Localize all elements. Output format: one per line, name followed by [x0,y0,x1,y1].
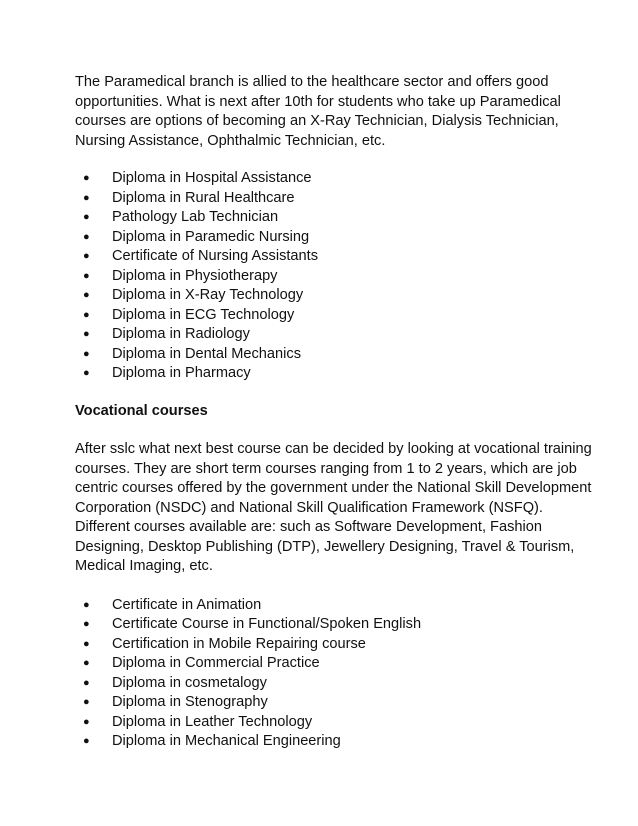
list-item: ● Diploma in Mechanical Engineering [75,732,598,752]
vocational-heading: Vocational courses [75,402,208,419]
list-item: ● Diploma in Pharmacy [75,364,598,384]
list-item: ● Diploma in ECG Technology [75,306,598,326]
vocational-intro-paragraph: After sslc what next best course can be decided by looking at vocational training courses. They are short term courses ranging from 1 to 2 years, which are job centric courses offered by the government under the National Skill Development Corporation (NSDC) and National Skill Qualification Framework (NSFQ). Different courses available are: such as Software Development, Fashion Designing, Desktop Publishing (DTP), Jewellery Designing, Travel & Tourism, Medical Imaging, etc. [75,441,592,574]
list-item: ● Pathology Lab Technician [75,208,598,228]
list-item: ● Diploma in Leather Technology [75,713,598,733]
list-item: ● Certificate Course in Functional/Spoken English [75,615,598,635]
paramedical-course-list [75,169,598,384]
paramedical-intro-paragraph: The Paramedical branch is allied to the healthcare sector and offers good opportunities. What is next after 10th for students who take up Paramedical courses are options of becoming an X-Ray Technician, Dialysis Technician, Nursing Assistance, Ophthalmic Technician, etc. [75,74,561,149]
list-item: ● Certification in Mobile Repairing course [75,635,598,655]
vocational-course-list [75,596,598,752]
list-item: ● Diploma in Physiotherapy [75,267,598,287]
list-item: ● Diploma in Hospital Assistance [75,169,598,189]
list-item: ● Diploma in Radiology [75,325,598,345]
list-item: ● Diploma in Dental Mechanics [75,345,598,365]
list-item: ● Certificate of Nursing Assistants [75,247,598,267]
list-item: ● Diploma in cosmetalogy [75,674,598,694]
list-item: ● Diploma in Commercial Practice [75,654,598,674]
list-item: ● Diploma in Stenography [75,693,598,713]
list-item: ● Diploma in Rural Healthcare [75,189,598,209]
list-item: ● Certificate in Animation [75,596,598,616]
list-item: ● Diploma in Paramedic Nursing [75,228,598,248]
list-item: ● Diploma in X-Ray Technology [75,286,598,306]
